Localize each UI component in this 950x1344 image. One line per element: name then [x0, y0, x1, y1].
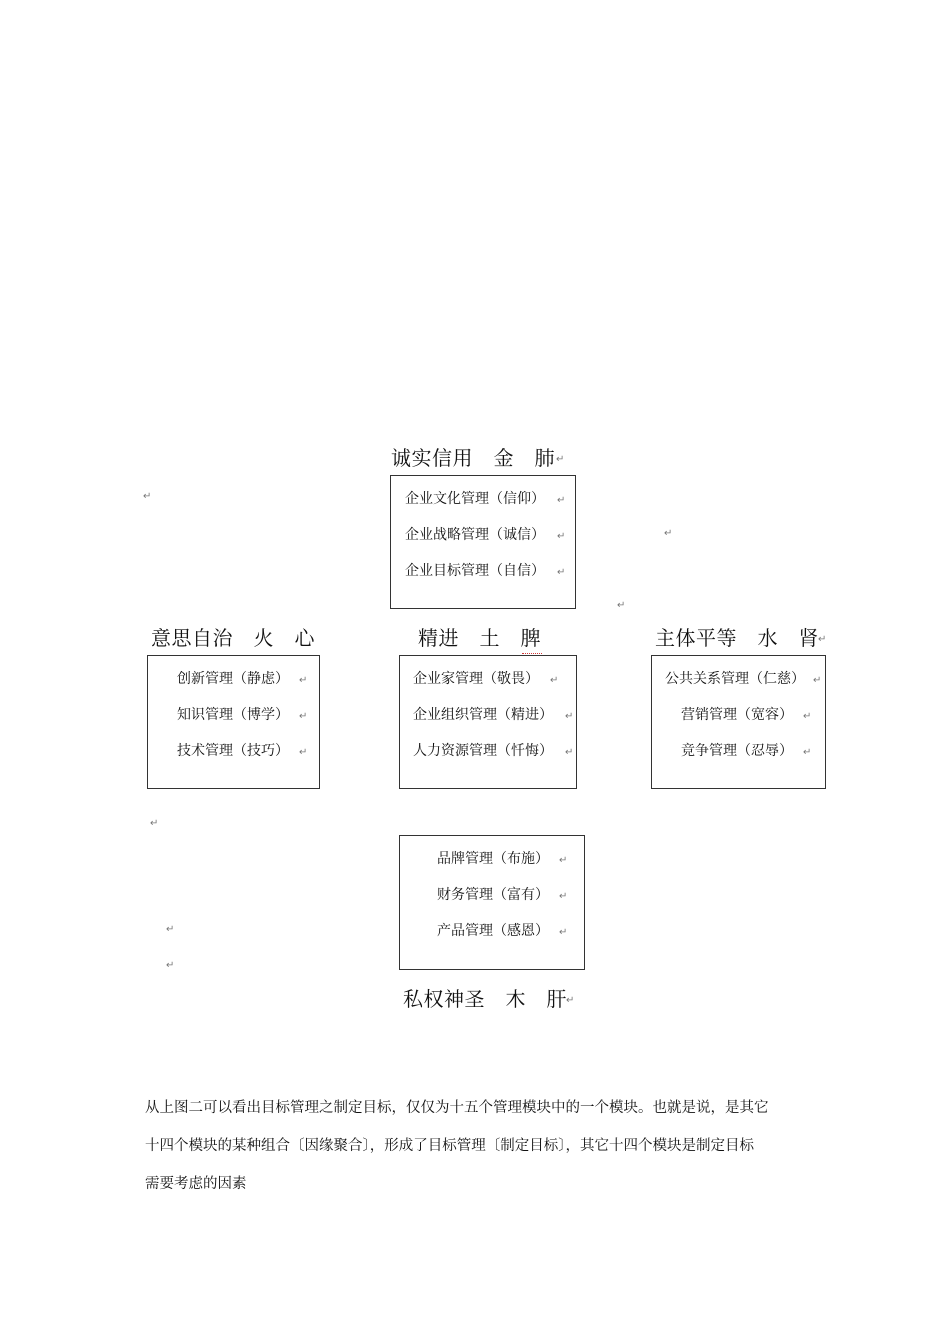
paragraph-mark-icon: ↵: [150, 818, 159, 829]
center-item-1: 企业家管理（敬畏）: [413, 671, 539, 687]
center-item-3: 人力资源管理（忏悔）: [413, 743, 553, 759]
paragraph-mark-icon: ↵: [559, 855, 568, 866]
right-item-2: 营销管理（宽容）: [681, 707, 793, 723]
top-group-title: 诚实信用 金 肺: [391, 446, 555, 470]
bottom-item-1: 品牌管理（布施）: [437, 851, 549, 867]
left-group-box: [147, 655, 320, 789]
spellcheck-underline: [522, 650, 542, 654]
left-item-2: 知识管理（博学）: [177, 707, 289, 723]
right-item-3: 竞争管理（忍辱）: [681, 743, 793, 759]
paragraph-mark-icon: ↵: [565, 747, 574, 758]
paragraph-mark-icon: ↵: [299, 675, 308, 686]
paragraph-mark-icon: ↵: [803, 711, 812, 722]
bottom-group-title: 私权神圣 木 肝: [403, 987, 567, 1011]
paragraph-mark-icon: ↵: [818, 634, 827, 645]
center-group-title: 精进 土 脾: [418, 626, 541, 650]
body-line-3: 需要考虑的因素: [145, 1176, 247, 1192]
bottom-group-box: [399, 835, 585, 970]
top-item-2: 企业战略管理（诚信）: [405, 527, 545, 543]
paragraph-mark-icon: ↵: [617, 600, 626, 611]
body-line-2: 十四个模块的某种组合〔因缘聚合〕，形成了目标管理〔制定目标〕，其它十四个模块是制定目标: [145, 1138, 754, 1154]
left-item-1: 创新管理（静虑）: [177, 671, 289, 687]
left-group-title: 意思自治 火 心: [151, 626, 315, 650]
top-group-box: [390, 475, 576, 609]
left-item-3: 技术管理（技巧）: [177, 743, 289, 759]
bottom-item-3: 产品管理（感恩）: [437, 923, 549, 939]
paragraph-mark-icon: ↵: [559, 891, 568, 902]
center-group-box: [399, 655, 577, 789]
top-item-1: 企业文化管理（信仰）: [405, 491, 545, 507]
center-item-2: 企业组织管理（精进）: [413, 707, 553, 723]
body-paragraph: [145, 1089, 825, 1203]
paragraph-mark-icon: ↵: [664, 528, 673, 539]
paragraph-mark-icon: ↵: [550, 675, 559, 686]
paragraph-mark-icon: ↵: [166, 960, 175, 971]
paragraph-mark-icon: ↵: [557, 567, 566, 578]
paragraph-mark-icon: ↵: [556, 454, 565, 465]
paragraph-mark-icon: ↵: [803, 747, 812, 758]
right-item-1: 公共关系管理（仁慈）: [665, 671, 805, 687]
bottom-item-2: 财务管理（富有）: [437, 887, 549, 903]
paragraph-mark-icon: ↵: [565, 711, 574, 722]
paragraph-mark-icon: ↵: [557, 531, 566, 542]
paragraph-mark-icon: ↵: [143, 491, 152, 502]
top-item-3: 企业目标管理（自信）: [405, 563, 545, 579]
body-line-1: 从上图二可以看出目标管理之制定目标，仅仅为十五个管理模块中的一个模块。也就是说，是其它: [145, 1100, 769, 1116]
right-group-box: [651, 655, 826, 789]
paragraph-mark-icon: ↵: [813, 675, 822, 686]
paragraph-mark-icon: ↵: [559, 927, 568, 938]
paragraph-mark-icon: ↵: [566, 995, 575, 1006]
paragraph-mark-icon: ↵: [299, 747, 308, 758]
right-group-title: 主体平等 水 肾: [655, 626, 819, 650]
paragraph-mark-icon: ↵: [299, 711, 308, 722]
paragraph-mark-icon: ↵: [557, 495, 566, 506]
paragraph-mark-icon: ↵: [166, 924, 175, 935]
